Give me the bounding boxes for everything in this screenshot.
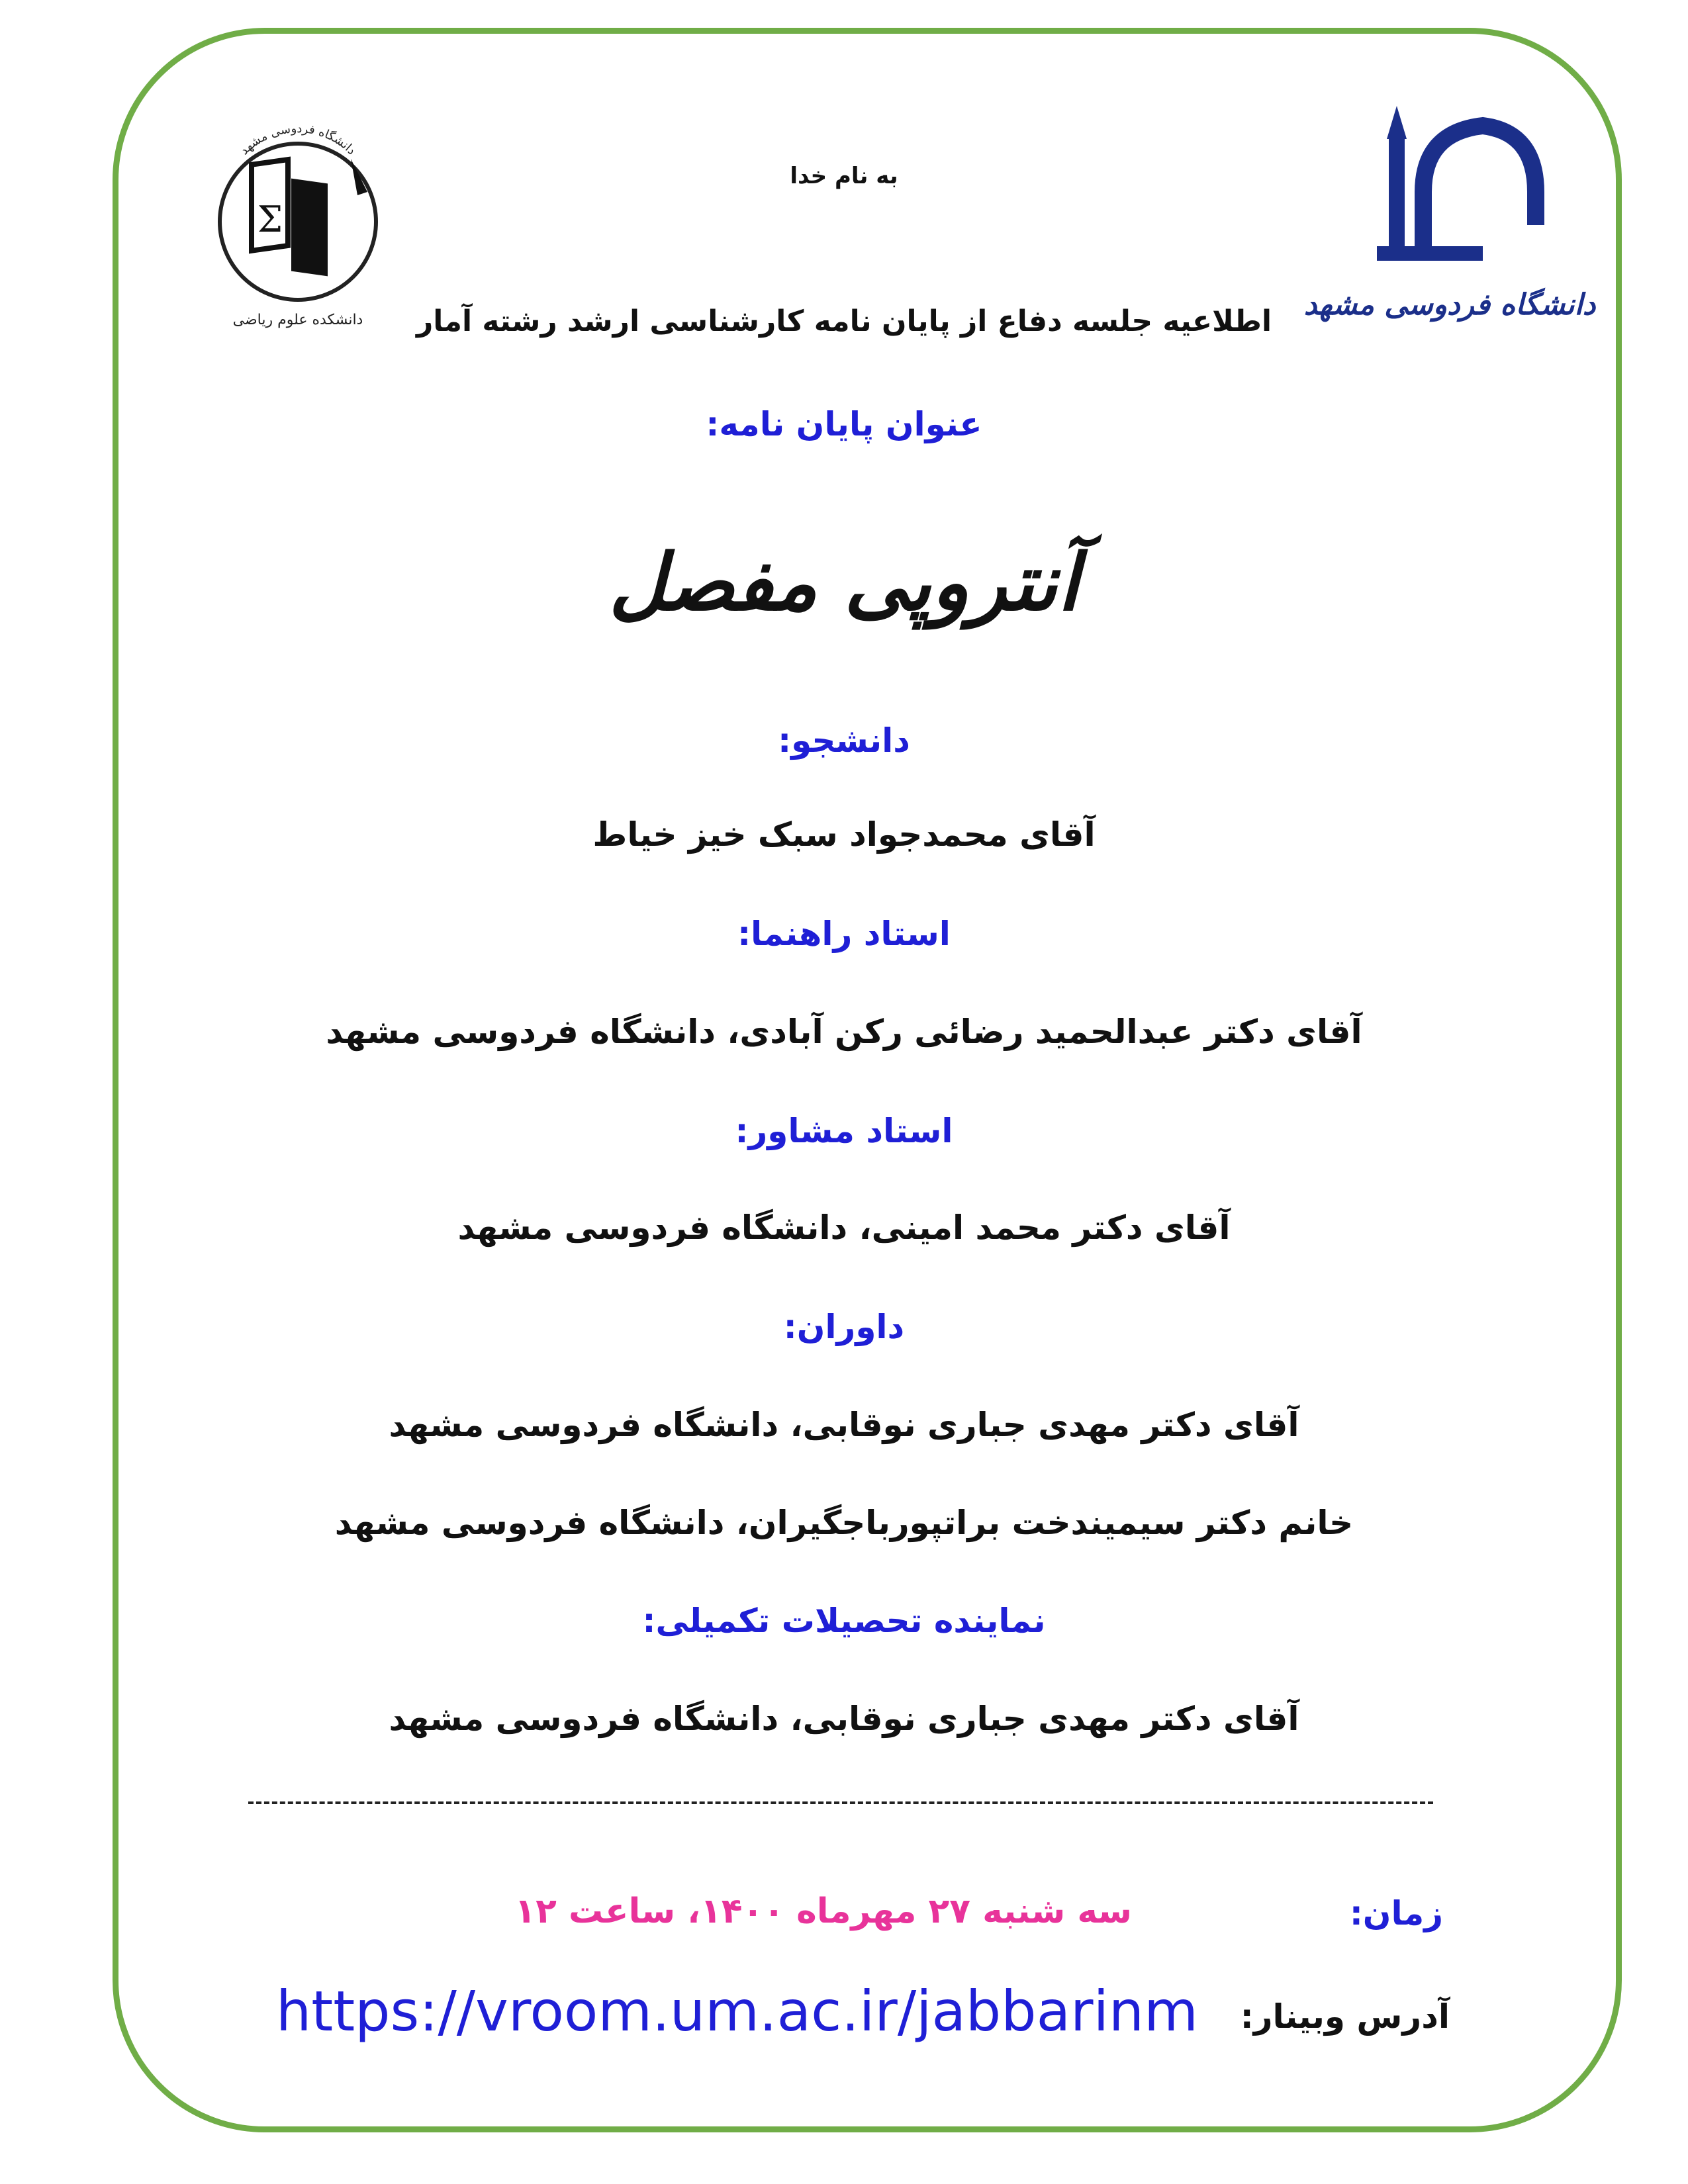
supervisor-name: آقای دکتر عبدالحمید رضائی رکن آبادی، دانشگاه فردوسی مشهد xyxy=(326,1013,1362,1051)
supervisor-label: استاد راهنما: xyxy=(737,915,951,953)
book-base xyxy=(1377,246,1483,261)
faculty-arc-text: دانشگاه فردوسی مشهد xyxy=(237,121,359,158)
judges-label: داوران: xyxy=(783,1308,905,1346)
announcement-title: اطلاعیه جلسه دفاع از پایان نامه کارشناسی ارشد رشته آمار xyxy=(416,304,1272,338)
thesis-title: آنتروپی مفصل xyxy=(608,536,1080,628)
sigma-symbol: Σ xyxy=(257,199,283,240)
pen-nib-icon xyxy=(1387,106,1407,139)
thesis-title-label: عنوان پایان نامه: xyxy=(706,405,982,443)
time-label: زمان: xyxy=(1349,1894,1443,1933)
time-value: سه شنبه ۲۷ مهرماه ۱۴۰۰، ساعت ۱۲ xyxy=(514,1891,1132,1931)
student-label: دانشجو: xyxy=(778,721,910,760)
advisor-name: آقای دکتر محمد امینی، دانشگاه فردوسی مشهد xyxy=(457,1208,1231,1247)
faculty-bottom-text: دانشکده علوم ریاضی xyxy=(232,312,363,328)
pen-body xyxy=(1389,139,1405,251)
student-name: آقای محمدجواد سبک خیز خیاط xyxy=(592,815,1096,854)
book-right xyxy=(291,179,328,277)
advisor-label: استاد مشاور: xyxy=(735,1112,953,1150)
dashed-separator xyxy=(248,1801,1433,1804)
judge-item: خانم دکتر سیمیندخت براتپورباجگیران، دانشگاه فردوسی مشهد xyxy=(334,1504,1354,1542)
judge-item: آقای دکتر مهدی جباری نوقابی، دانشگاه فردوسی مشهد xyxy=(389,1406,1299,1444)
webinar-label: آدرس وبینار: xyxy=(1240,1997,1450,2036)
webinar-link[interactable]: https://vroom.um.ac.ir/jabbarinm xyxy=(276,1979,1198,2044)
graduate-rep-label: نماینده تحصیلات تکمیلی: xyxy=(642,1602,1046,1640)
basmala: به نام خدا xyxy=(790,163,898,189)
university-text: دانشگاه فردوسی مشهد xyxy=(1303,288,1596,322)
graduate-rep-name: آقای دکتر مهدی جباری نوقابی، دانشگاه فردوسی مشهد xyxy=(389,1700,1299,1738)
